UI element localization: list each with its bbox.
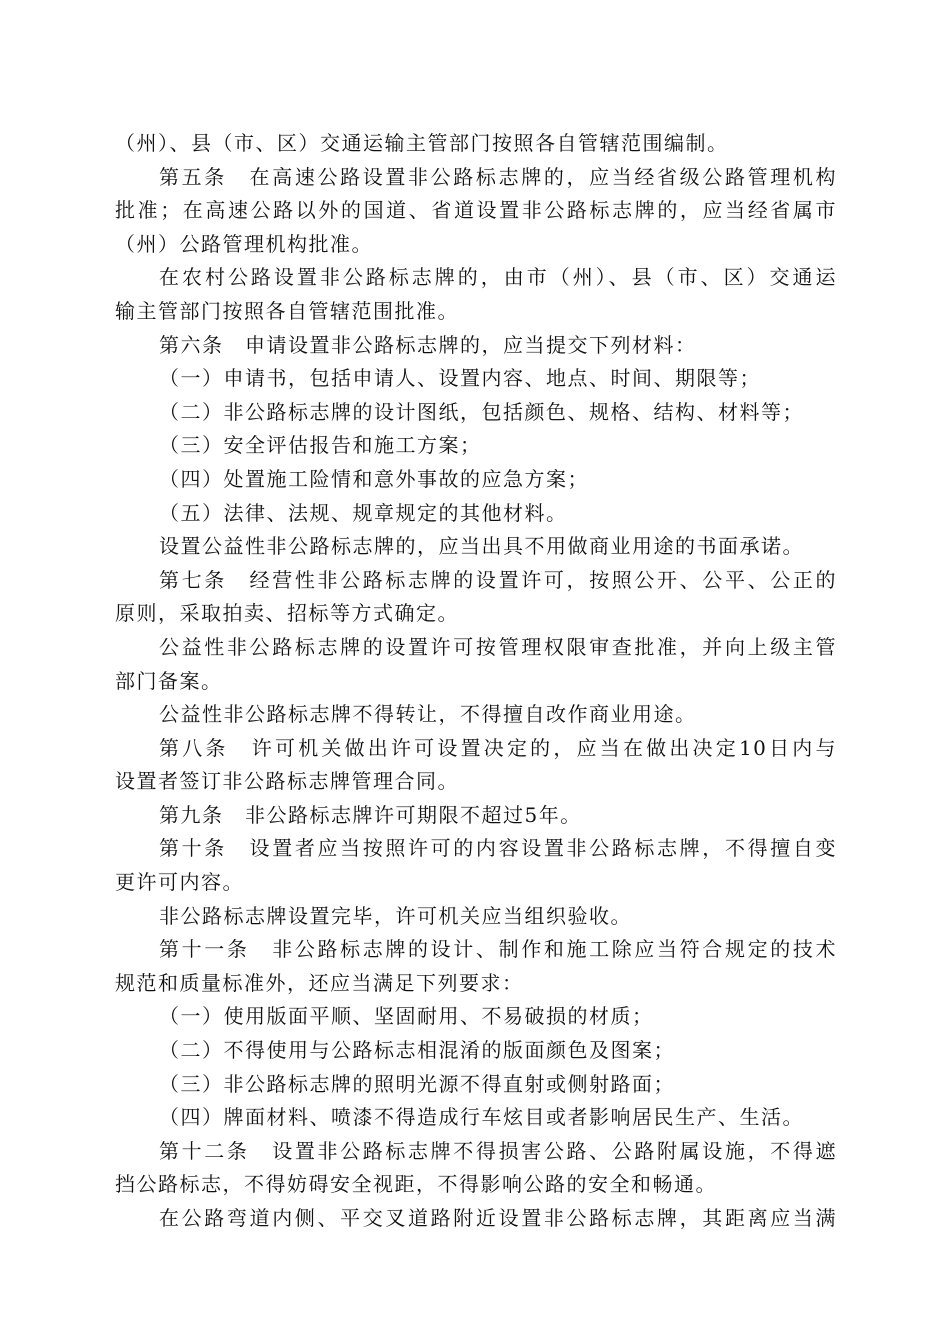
text-line: （一）申请书，包括申请人、设置内容、地点、时间、期限等； — [159, 366, 761, 391]
text-line: 设置者签订非公路标志牌管理合同。 — [115, 769, 459, 794]
text-line: （州）公路管理机构批准。 — [115, 231, 373, 256]
text-line: （二）不得使用与公路标志相混淆的版面颜色及图案； — [159, 1038, 675, 1063]
text-line: 在公路弯道内侧、平交叉道路附近设置非公路标志牌，其距离应当满 — [159, 1206, 837, 1230]
text-line: 第九条 非公路标志牌许可期限不超过5年。 — [159, 802, 582, 827]
text-line: 公益性非公路标志牌的设置许可按管理权限审查批准，并向上级主管 — [159, 634, 837, 659]
text-line: 更许可内容。 — [115, 870, 244, 895]
text-line: 第六条 申请设置非公路标志牌的，应当提交下列材料： — [159, 332, 697, 357]
text-line: 第七条 经营性非公路标志牌的设置许可，按照公开、公平、公正的 — [159, 567, 837, 592]
text-line: （五）法律、法规、规章规定的其他材料。 — [159, 500, 568, 525]
text-line: （三）安全评估报告和施工方案； — [159, 433, 482, 458]
text-line: 非公路标志牌设置完毕，许可机关应当组织验收。 — [159, 903, 632, 928]
text-line: （二）非公路标志牌的设计图纸，包括颜色、规格、结构、材料等； — [159, 399, 804, 424]
text-line: 输主管部门按照各自管辖范围批准。 — [115, 298, 459, 323]
text-line: 第十条 设置者应当按照许可的内容设置非公路标志牌，不得擅自变 — [159, 836, 837, 861]
text-line: 规范和质量标准外，还应当满足下列要求： — [115, 970, 524, 995]
text-line: 公益性非公路标志牌不得转让，不得擅自改作商业用途。 — [159, 702, 697, 727]
text-line: 第十二条 设置非公路标志牌不得损害公路、公路附属设施，不得遮 — [159, 1138, 837, 1163]
text-line: 部门备案。 — [115, 668, 223, 693]
document-body — [115, 127, 837, 1236]
text-line: （州）、县（市、区）交通运输主管部门按照各自管辖范围编制。 — [115, 131, 729, 155]
text-line: （三）非公路标志牌的照明光源不得直射或侧射路面； — [159, 1071, 675, 1096]
text-line: （一）使用版面平顺、坚固耐用、不易破损的材质； — [159, 1004, 654, 1029]
text-line: （四）牌面材料、喷漆不得造成行车炫目或者影响居民生产、生活。 — [159, 1105, 804, 1130]
text-line: 批准；在高速公路以外的国道、省道设置非公路标志牌的，应当经省属市 — [115, 198, 837, 223]
text-line: 在农村公路设置非公路标志牌的，由市（州）、县（市、区）交通运 — [159, 265, 837, 290]
text-line: 第十一条 非公路标志牌的设计、制作和施工除应当符合规定的技术 — [159, 937, 837, 962]
text-line: 原则，采取拍卖、招标等方式确定。 — [115, 601, 459, 626]
text-line: （四）处置施工险情和意外事故的应急方案； — [159, 466, 589, 491]
text-line: 第五条 在高速公路设置非公路标志牌的，应当经省级公路管理机构 — [159, 164, 837, 189]
text-line: 挡公路标志，不得妨碍安全视距，不得影响公路的安全和畅通。 — [115, 1172, 717, 1197]
text-line: 第八条 许可机关做出许可设置决定的，应当在做出决定10日内与 — [159, 735, 837, 760]
text-line: 设置公益性非公路标志牌的，应当出具不用做商业用途的书面承诺。 — [159, 534, 804, 559]
